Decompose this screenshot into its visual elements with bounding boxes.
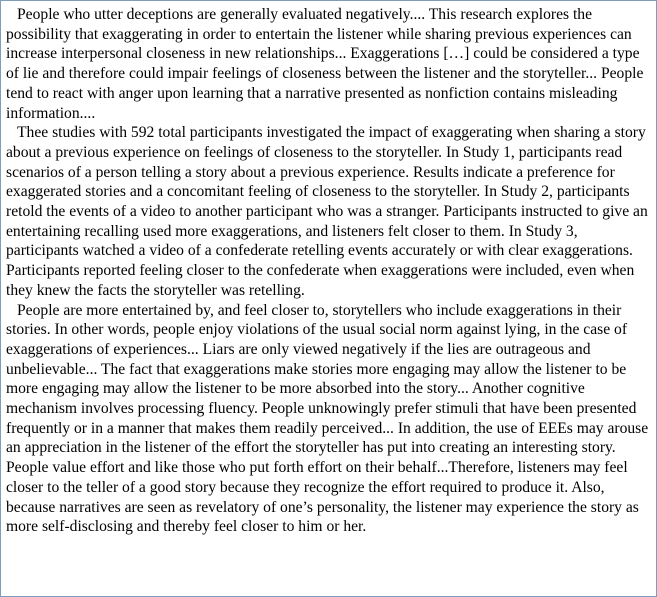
paragraph-2: Thee studies with 592 total participants investigated the impact of exaggerating when sharing a story about a previous experience on feelings of closeness to the storyteller. In Study 1, participants read scenarios of a person telling a story about a previous experience. Results indicate a preference for exaggerated stories and a concomitant feeling of closeness to the storyteller. In Study 2, participants retold the events of a video to another participant who was a stranger. Participants instructed to give an entertaining recalling used more exaggerations, and listeners felt closer to them. In Study 3, participants watched a video of a confederate retelling events accurately or with clear exaggerations. Participants reported feeling closer to the confederate when exaggerations were included, even when they knew the facts the storyteller was retelling. xyxy=(6,124,648,299)
paragraph-1: People who utter deceptions are generally evaluated negatively.... This research explores the possibility that exaggerating in order to entertain the listener while sharing previous experiences can increase interpersonal closeness in new relationships... Exaggerations […] could be considered a type of lie and therefore could impair feelings of closeness between the listener and the storyteller... People tend to react with anger upon learning that a narrative presented as nonfiction contains misleading information.... xyxy=(6,6,644,122)
document-body xyxy=(6,5,651,537)
paragraph-3: People are more entertained by, and feel closer to, storytellers who include exaggerations in their stories. In other words, people enjoy violations of the usual social norm against lying, in the case of exaggerations of experiences... Liars are only viewed negatively if the lies are outrageous and unbelievable... The fact that exaggerations make stories more engaging may allow the listener to be more engaging may allow the listener to be more absorbed into the story... Another cognitive mechanism involves processing fluency. People unknowingly prefer stimuli that have been presented frequently or in a manner that makes them readily perceived... In addition, the use of EEEs may arouse an appreciation in the listener of the effort the storyteller has put into creating an interesting story. People value effort and like those who put forth effort on their behalf...Therefore, listeners may feel closer to the teller of a good story because they recognize the effort required to produce it. Also, because narratives are seen as revelatory of one’s personality, the listener may experience the story as more self-disclosing and thereby feel closer to him or her. xyxy=(6,301,649,536)
